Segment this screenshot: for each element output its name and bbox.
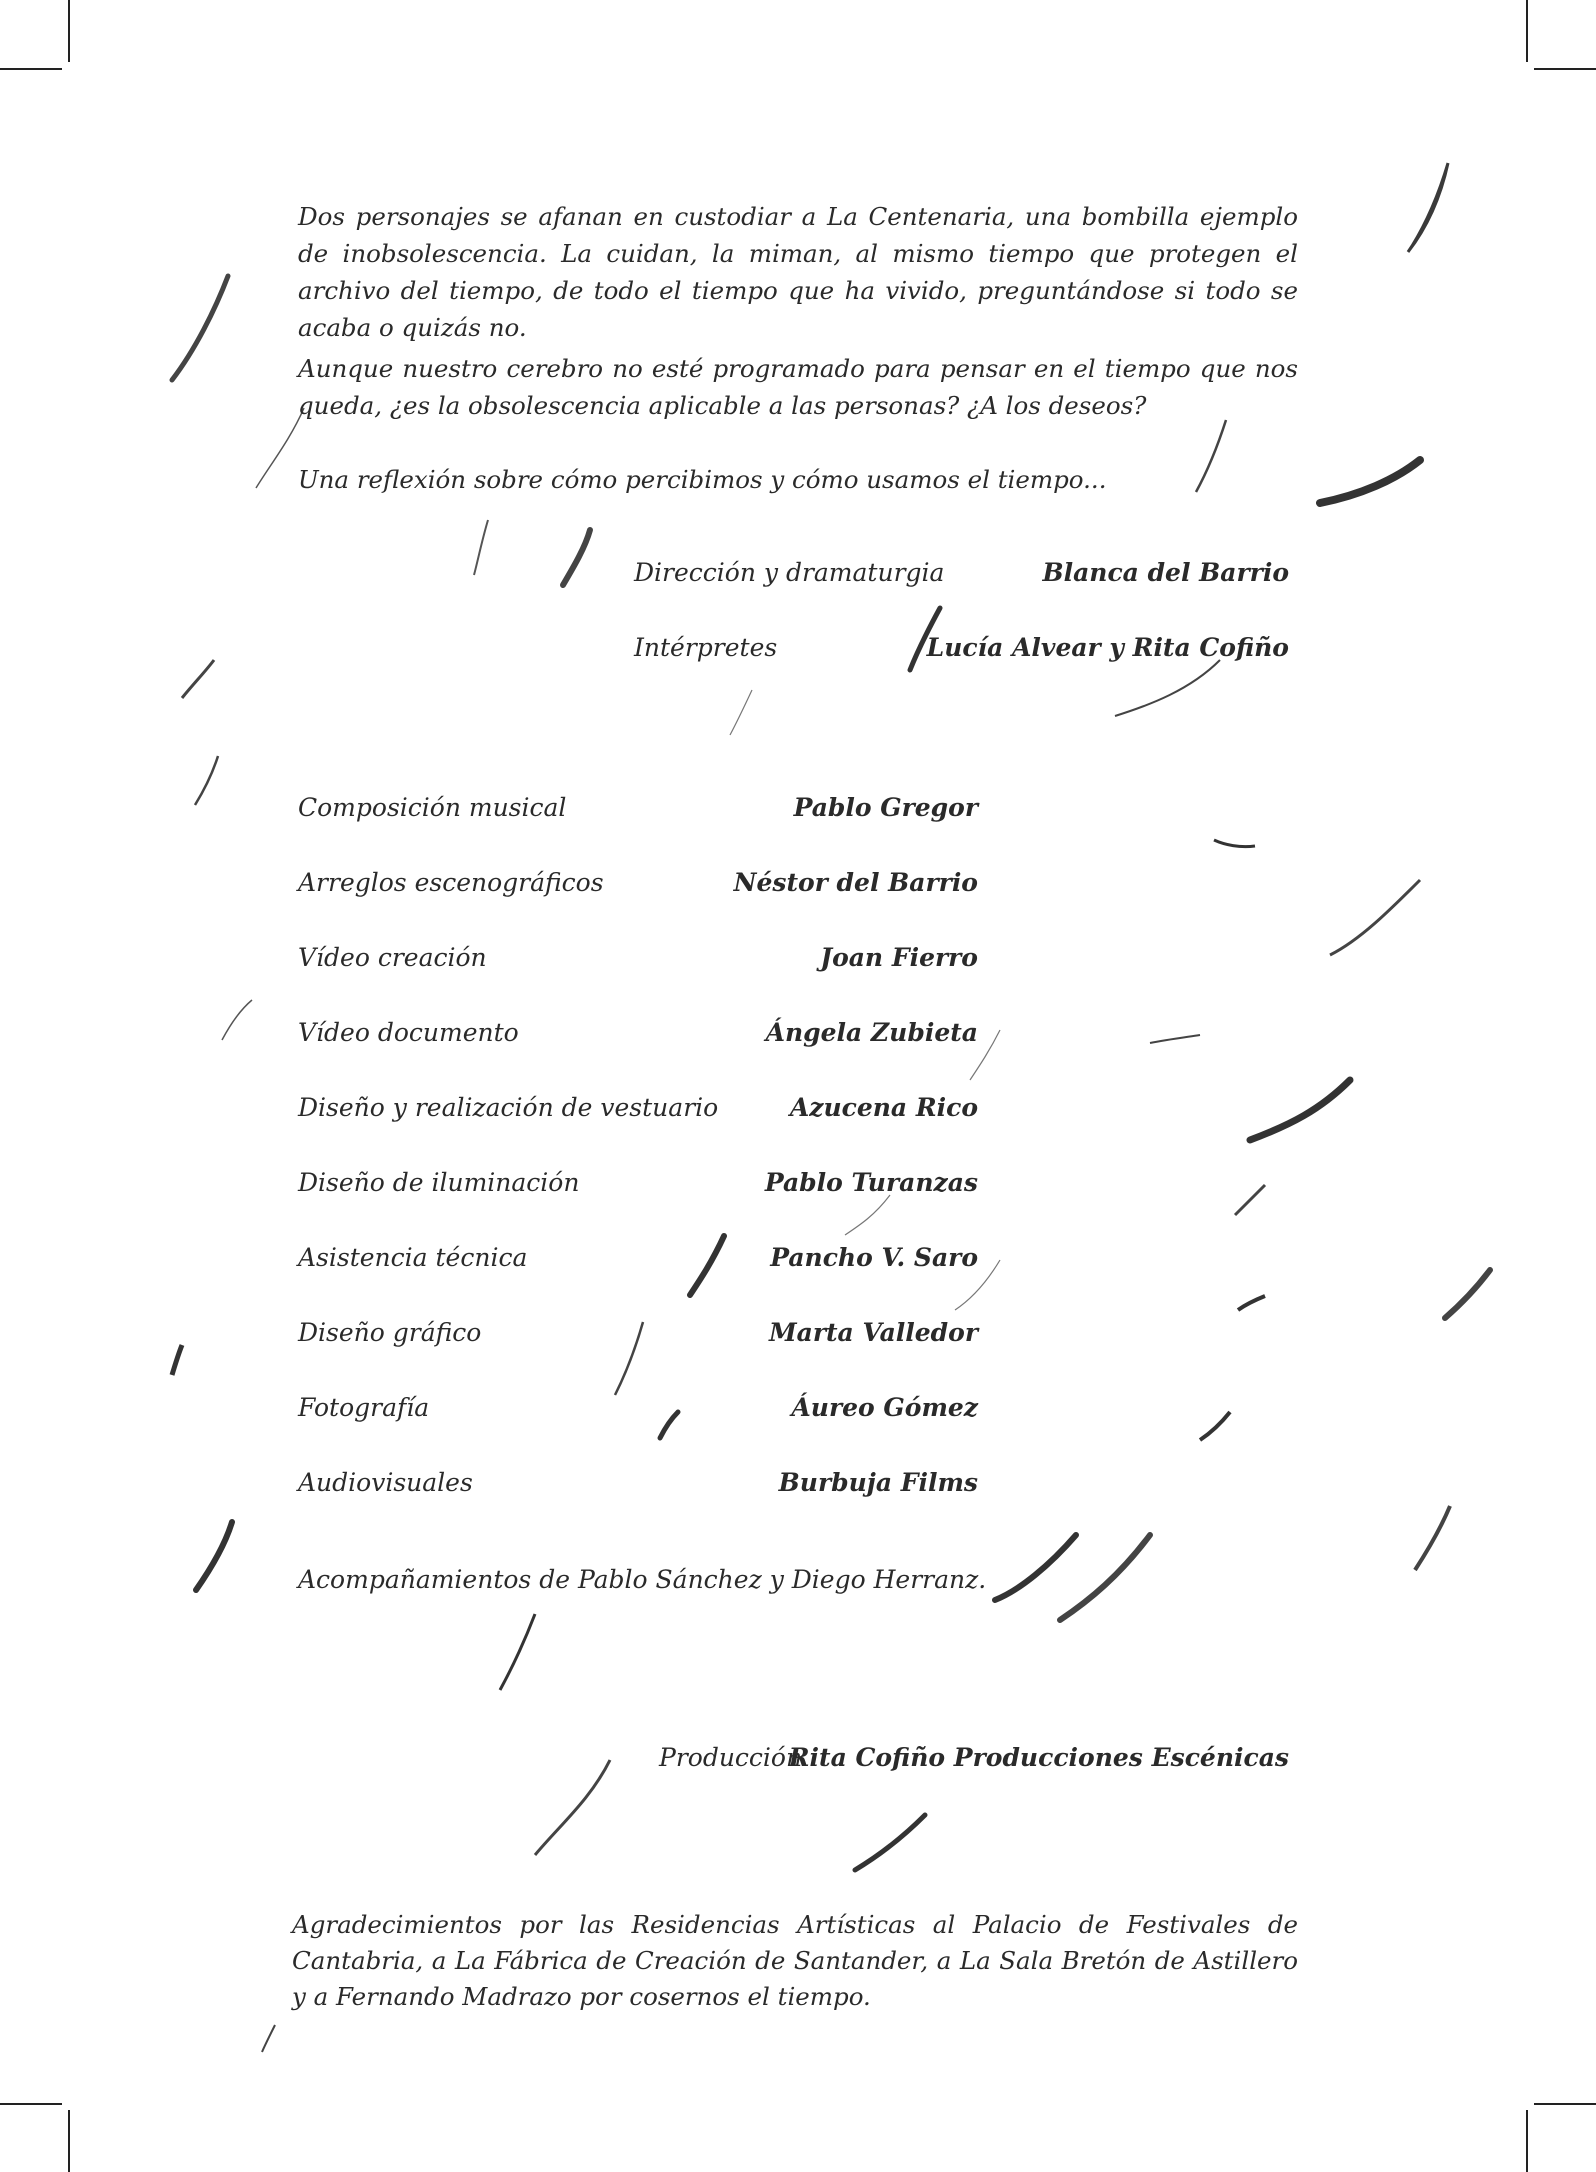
acknowledgements-paragraph: Agradecimientos por las Residencias Artísticas al Palacio de Festivales de Cantabria, a La Fábrica de Creación de Santander, a La Sala Bretón de Astillero y a Fernando Madrazo por cosernos el tiempo. — [292, 1910, 1298, 2011]
crop-mark-bottom-right-h — [1534, 2103, 1596, 2105]
credit-label: Audiovisuales — [298, 1468, 473, 1497]
accompaniment-note: Acompañamientos de Pablo Sánchez y Diego Herranz. — [298, 1565, 987, 1594]
credit-label: Diseño y realización de vestuario — [298, 1093, 719, 1122]
intro-paragraph-1: Dos personajes se afanan en custodiar a La Centenaria, una bombilla ejemplo de inobsolescencia. La cuidan, la miman, al mismo tiempo que protegen el archivo del tiempo, de todo el tiempo que ha vivido, preguntándose si todo se acaba o quizás no. — [298, 202, 1298, 342]
credit-label: Arreglos escenográficos — [298, 868, 604, 897]
credit-label: Diseño de iluminación — [298, 1168, 580, 1197]
crop-mark-bottom-left-h — [0, 2103, 62, 2105]
credit-name: Joan Fierro — [820, 943, 978, 972]
crop-mark-top-left-h — [0, 68, 62, 70]
credit-label: Composición musical — [298, 793, 567, 822]
credit-name: Áureo Gómez — [791, 1393, 978, 1422]
credit-name: Pablo Turanzas — [764, 1168, 978, 1197]
intro-paragraph-2: Aunque nuestro cerebro no esté programado para pensar en el tiempo que nos queda, ¿es la obsolescencia aplicable a las personas? ¿A los deseos? — [298, 354, 1298, 420]
credit-label: Vídeo creación — [298, 943, 487, 972]
credit-name: Néstor del Barrio — [733, 868, 978, 897]
intro-paragraph-3: Una reflexión sobre cómo percibimos y cómo usamos el tiempo... — [298, 465, 1107, 494]
production-name: Rita Cofiño Producciones Escénicas — [788, 1743, 1289, 1772]
credit-name: Pancho V. Saro — [770, 1243, 978, 1272]
credit-label: Diseño gráfico — [298, 1318, 482, 1347]
crop-mark-top-right-v — [1526, 0, 1528, 62]
credit-name-performers: Lucía Alvear y Rita Cofiño — [926, 633, 1289, 662]
credit-name: Pablo Gregor — [793, 793, 978, 822]
credit-label: Asistencia técnica — [298, 1243, 528, 1272]
crop-mark-bottom-left-v — [68, 2110, 70, 2172]
credit-name: Ángela Zubieta — [765, 1018, 978, 1047]
production-label: Producción — [659, 1743, 803, 1772]
credit-label-direction: Dirección y dramaturgia — [634, 558, 945, 587]
credit-label-performers: Intérpretes — [634, 633, 778, 662]
credit-name: Marta Valledor — [768, 1318, 978, 1347]
credit-name: Azucena Rico — [789, 1093, 978, 1122]
crop-mark-top-left-v — [68, 0, 70, 62]
credit-label: Vídeo documento — [298, 1018, 519, 1047]
crop-mark-bottom-right-v — [1526, 2110, 1528, 2172]
credit-name-direction: Blanca del Barrio — [1042, 558, 1289, 587]
crop-mark-top-right-h — [1534, 68, 1596, 70]
credit-label: Fotografía — [298, 1393, 430, 1422]
credit-name: Burbuja Films — [778, 1468, 978, 1497]
